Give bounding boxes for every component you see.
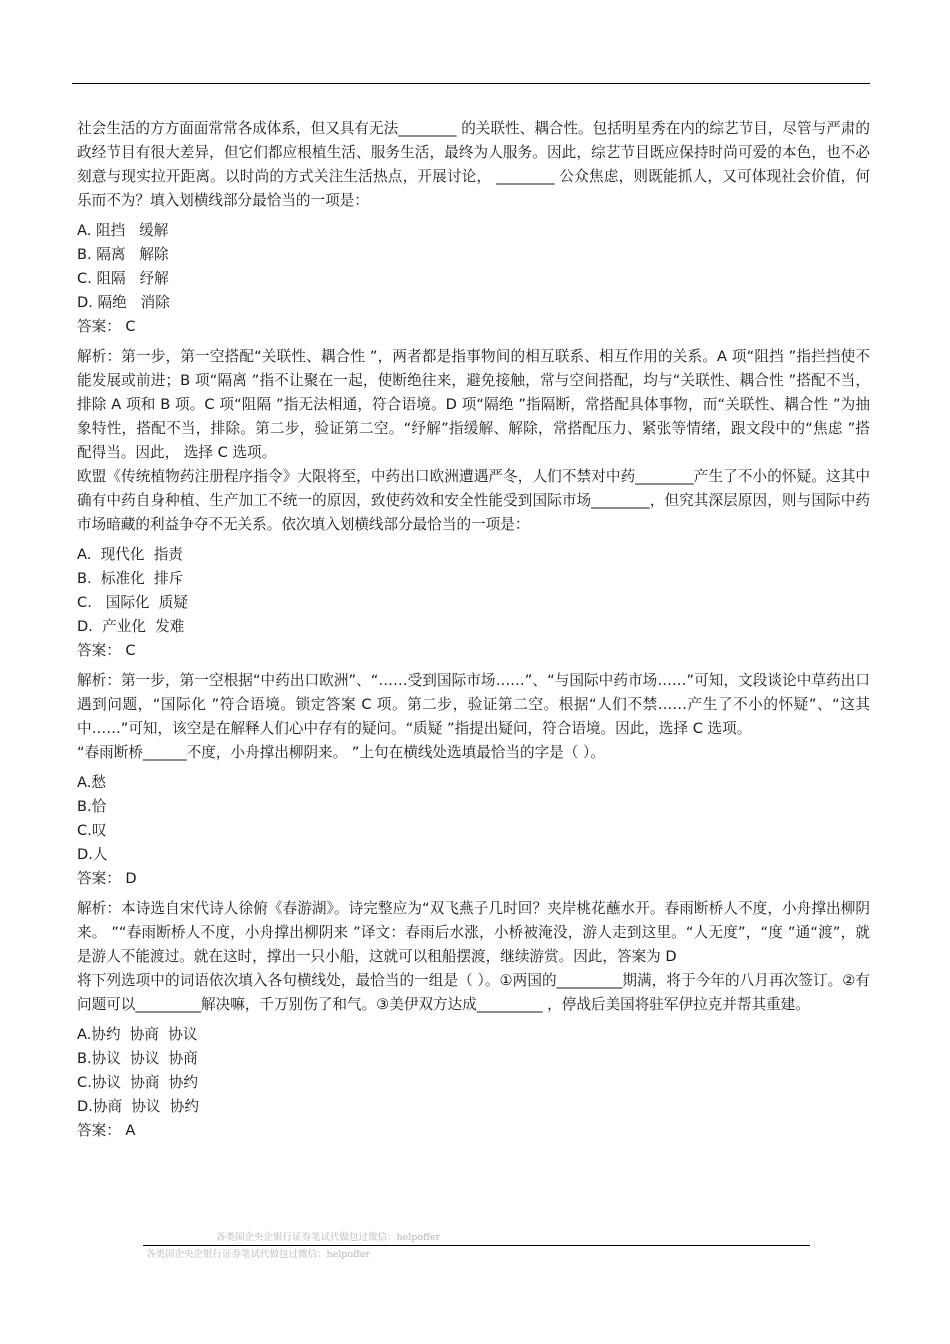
q2-option-c: C. 国际化 质疑 — [77, 594, 188, 611]
q4-option-a: A.协约 协商 协议 — [77, 1026, 198, 1043]
q2-option-a: A. 现代化 指责 — [77, 546, 183, 563]
header-rule — [72, 83, 870, 84]
q4-option-b: B.协议 协议 协商 — [77, 1050, 198, 1067]
q3-stem: “春雨断桥______不度，小舟撑出柳阴来。 ”上句在横线处选填最恰当的字是（ ）。 — [77, 744, 605, 761]
q4-stem: 将下列选项中的词语依次填入各句横线处，最恰当的一组是（ ）。①两国的_________期满，将于今年的八月再次签订。②有问题可以_________解决嘛，千万别伤了和气。③美伊双方达成_________ ，停战后美国将驻军伊拉克并帮其重建。 — [77, 972, 870, 1013]
q3-answer: 答案： D — [77, 870, 137, 887]
watermark-line-1: 各类国企央企银行证券笔试代做包过微信：helpoffer — [216, 1232, 440, 1243]
q1-analysis: 解析：第一步，第一空搭配“关联性、耦合性 ”，两者都是指事物间的相互联系、相互作用的关系。A 项“阻挡 ”指拦挡使不能发展或前进；B 项“隔离 ”指不让聚在一起，使断绝往来，避免接触，常与空间搭配，均与“关联性、耦合性 ”搭配不当，排除 A 项和 B 项。C 项“阻隔 ”指无法相通，符合语境。D 项“隔绝 ”指隔断，常搭配具体事物，而“关联性、耦合性 ”为抽象特性，搭配不当，排除。第二步，验证第二空。“纾解”指缓解、解除，常搭配压力、紧张等情绪，跟文段中的“焦虑 ”搭配得当。因此， 选择 C 选项。 — [77, 348, 870, 461]
q3-option-b: B.恰 — [77, 798, 107, 815]
document-body — [77, 117, 870, 1143]
q2-stem: 欧盟《传统植物药注册程序指令》大限将至，中药出口欧洲遭遇严冬，人们不禁对中药________产生了不小的怀疑。这其中确有中药自身种植、生产加工不统一的原因，致使药效和安全性能受到国际市场________，但究其深层原因，则与国际中药市场暗藏的利益争夺不无关系。依次填入划横线部分最恰当的一项是： — [77, 468, 870, 533]
q3-option-c: C.叹 — [77, 822, 107, 839]
q3-analysis: 解析：本诗选自宋代诗人徐俯《春游湖》。诗完整应为“双飞燕子几时回？夹岸桃花蘸水开。春雨断桥人不度，小舟撑出柳阴来。 ”“春雨断桥人不度，小舟撑出柳阴来 ”译文：春雨后水涨，小桥被淹没，游人走到这里。“人无度”，“度 ”通“渡”，就是游人不能渡过。就在这时，撑出一只小船，这就可以租船摆渡，继续游赏。因此，答案为 D — [77, 900, 870, 965]
q1-option-c: C. 阻隔 纾解 — [77, 270, 169, 287]
q4-answer: 答案： A — [77, 1122, 136, 1139]
q3-option-d: D.人 — [77, 846, 108, 863]
watermark-line-2: 各类国企央企银行证券笔试代做包过微信：helpoffer — [146, 1249, 370, 1260]
q4-option-c: C.协议 协商 协约 — [77, 1074, 198, 1091]
q3-option-a: A.愁 — [77, 774, 106, 791]
q2-option-b: B. 标准化 排斥 — [77, 570, 184, 587]
q1-stem: 社会生活的方方面面常常各成体系，但又具有无法________ 的关联性、耦合性。包括明星秀在内的综艺节目，尽管与严肃的政经节目有很大差异，但它们都应根植生活、服务生活，最终为人服务。因此，综艺节目既应保持时尚可爱的本色，也不必刻意与现实拉开距离。以时尚的方式关注生活热点，开展讨论， ________ 公众焦虑，则既能抓人，又可体现社会价值，何乐而不为？填入划横线部分最恰当的一项是： — [77, 120, 870, 209]
q1-option-b: B. 隔离 解除 — [77, 246, 169, 263]
q4-option-d: D.协商 协议 协约 — [77, 1098, 199, 1115]
q1-option-d: D. 隔绝 消除 — [77, 294, 170, 311]
q2-answer: 答案： C — [77, 642, 136, 659]
q2-option-d: D. 产业化 发难 — [77, 618, 185, 635]
q2-analysis: 解析：第一步，第一空根据“中药出口欧洲”、“……受到国际市场……”、“与国际中药市场……”可知，文段谈论中草药出口遇到问题，“国际化 ”符合语境。锁定答案 C 项。第二步，验证第二空。根据“人们不禁……产生了不小的怀疑”、“这其中……”可知，该空是在解释人们心中存有的疑问。“质疑 ”指提出疑问，符合语境。因此，选择 C 选项。 — [77, 672, 870, 737]
q1-option-a: A. 阻挡 缓解 — [77, 222, 169, 239]
q1-answer: 答案： C — [77, 318, 136, 335]
